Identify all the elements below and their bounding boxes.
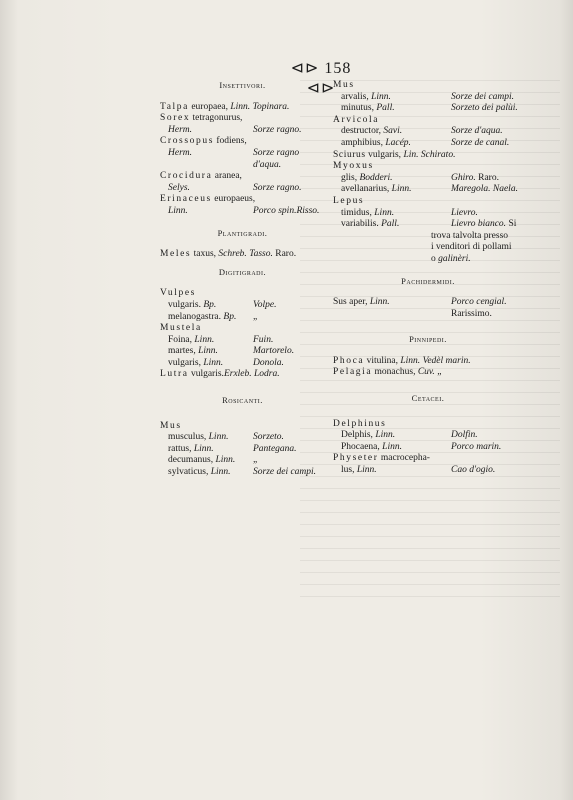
- genus-delphinus: Delphinus: [333, 418, 387, 429]
- entry-phoca: Phoca vitulina, Linn. Vedèl marin.: [333, 355, 471, 366]
- entry-sorex-line2: Herm. Sorze ragno.: [168, 124, 302, 135]
- section-header-pinnipedi: Pinnipedi.: [409, 334, 447, 345]
- entry-myoxus-glis: glis, Bodderi. Ghiro. Raro.: [341, 172, 499, 183]
- lepus-note-line2: i venditori di pollami: [431, 242, 512, 253]
- entry-vulpes-vulgaris: vulgaris. Bp. Volpe.: [168, 299, 277, 310]
- entry-mus-minutus: minutus, Pall. Sorzeto dei palùi.: [341, 103, 518, 114]
- entry-pelagia: Pelagia monachus, Cuv. „: [333, 367, 442, 378]
- entry-sciurus: Sciurus vulgaris, Lin. Schirato.: [333, 149, 456, 160]
- entry-crocidura-line2: Selys. Sorze ragno.: [168, 182, 302, 193]
- genus-lepus: Lepus: [333, 195, 365, 206]
- entry-lutra: Lutra vulgaris.Erxleb. Lodra.: [160, 369, 280, 380]
- ornament-left: ⊲⊳: [290, 60, 320, 77]
- entry-delphinus-delphis: Delphis, Linn. Dolfin.: [341, 430, 478, 441]
- entry-crocidura: Crocidura aranea,: [160, 171, 242, 182]
- entry-mustela-martes: martes, Linn. Martorelo.: [168, 346, 295, 357]
- entry-lepus-timidus: timidus, Linn. Lievro.: [341, 207, 478, 218]
- entry-talpa: Talpa europaea, Linn. Topinara.: [160, 101, 290, 112]
- entry-mustela-foina: Foina, Linn. Fuin.: [168, 334, 274, 345]
- entry-arvicola-amphibius: amphibius, Lacép. Sorze de canal.: [341, 137, 510, 148]
- entry-meles: Meles taxus, Schreb. Tasso. Raro.: [160, 249, 297, 260]
- entry-crossopus: Crossopus fodiens,: [160, 136, 247, 147]
- genus-mustela: Mustela: [160, 323, 202, 334]
- entry-mus-rattus: rattus, Linn. Pantegana.: [168, 443, 297, 454]
- entry-mus-arvalis: arvalis, Linn. Sorze dei campi.: [341, 91, 515, 102]
- entry-mus-musculus: musculus, Linn. Sorzeto.: [168, 432, 284, 443]
- section-header-cetacei: Cetacei.: [411, 393, 445, 404]
- entry-sus-note: Rarissimo.: [451, 308, 492, 319]
- genus-mus-right: Mus: [333, 80, 355, 90]
- entry-crossopus-line2: Herm. Sorze ragno: [168, 147, 300, 158]
- genus-mus-left: Mus: [160, 420, 182, 431]
- entry-myoxus-avellanarius: avellanarius, Linn. Maregola. Naela.: [341, 184, 518, 195]
- section-header-insettivori: Insettivori.: [219, 80, 266, 90]
- entry-crossopus-line3: d'aqua.: [253, 159, 282, 170]
- entry-physeter-line2: lus, Linn. Cao d'ogio.: [341, 465, 496, 476]
- genus-myoxus: Myoxus: [333, 161, 374, 172]
- entry-sus: Sus aper, Linn. Porco cengial.: [333, 297, 507, 308]
- entry-physeter: Physeter macrocepha-: [333, 453, 430, 464]
- ornament-right: ⊲⊳: [306, 80, 336, 97]
- section-header-plantigradi: Plantigradi.: [217, 227, 268, 238]
- lepus-note-line3: o galinèri.: [431, 253, 471, 264]
- section-header-pachidermidi: Pachidermidi.: [401, 275, 455, 286]
- entry-erinaceus: Erinaceus europaeus,: [160, 194, 256, 205]
- entry-vulpes-melanogastra: melanogastra. Bp. „: [168, 311, 259, 322]
- entry-arvicola-destructor: destructor, Savi. Sorze d'aqua.: [341, 126, 503, 137]
- genus-arvicola: Arvicola: [333, 114, 380, 125]
- entry-mustela-vulgaris: vulgaris, Linn. Donola.: [168, 357, 284, 368]
- page-number-value: 158: [324, 60, 352, 77]
- entry-delphinus-phocaena: Phocaena, Linn. Porco marin.: [341, 441, 502, 452]
- entry-erinaceus-line2: Linn. Porco spin.Risso.: [168, 205, 320, 216]
- genus-vulpes: Vulpes: [160, 288, 196, 299]
- entry-sorex: Sorex tetragonurus,: [160, 113, 243, 124]
- section-header-rosicanti: Rosicanti.: [222, 395, 263, 406]
- entry-lepus-variabilis: variabilis. Pall. Lievro bianco. Si: [341, 219, 517, 230]
- entry-mus-decumanus: decumanus, Linn. „: [168, 455, 259, 466]
- lepus-note-line1: trova talvolta presso: [431, 230, 509, 241]
- left-column: [160, 80, 325, 479]
- right-column: [333, 80, 523, 477]
- entry-mus-sylvaticus: sylvaticus, Linn. Sorze dei campi.: [168, 467, 317, 478]
- section-header-digitigradi: Digitigradi.: [218, 266, 267, 277]
